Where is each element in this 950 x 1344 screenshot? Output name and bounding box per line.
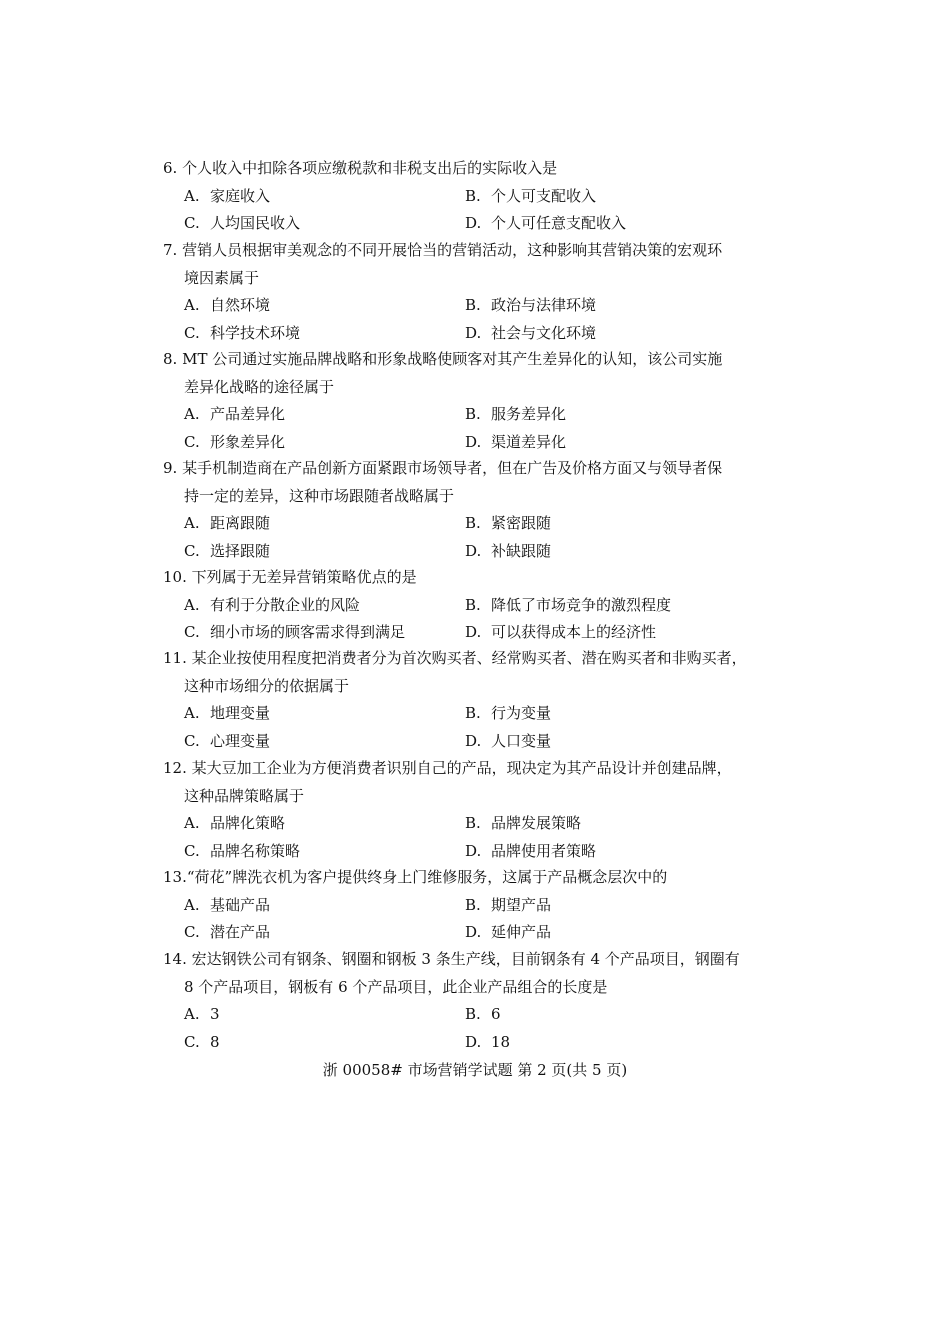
option-d (465, 538, 746, 566)
option-text: 人口变量 (491, 731, 552, 750)
question-number: 8. (163, 350, 178, 368)
option-text: 社会与文化环境 (491, 323, 597, 342)
option-letter: D. (465, 1032, 482, 1051)
option-b (465, 183, 746, 211)
question-stem (163, 755, 753, 783)
option-b (465, 700, 746, 728)
question-number: 6. (163, 159, 178, 177)
stem-line-2: 这种市场细分的依据属于 (184, 676, 350, 695)
option-c (184, 429, 465, 457)
option-a (184, 810, 465, 838)
option-letter: B. (465, 1005, 481, 1023)
option-letter: D. (465, 623, 482, 641)
option-letter: A. (184, 595, 200, 614)
question-number: 14. (163, 950, 187, 968)
question-12 (163, 755, 753, 865)
option-a (184, 1001, 465, 1029)
option-letter: B. (465, 895, 481, 914)
question-stem (163, 645, 753, 673)
option-letter: C. (184, 214, 200, 232)
option-d (465, 429, 746, 457)
question-number: 9. (163, 459, 178, 477)
option-letter: C. (184, 432, 200, 451)
page-footer: 浙 00058# 市场营销学试题 第 2 页(共 5 页) (322, 1061, 628, 1079)
option-text: 地理变量 (210, 704, 271, 722)
option-text: 形象差异化 (210, 432, 286, 451)
option-text: 人均国民收入 (210, 214, 301, 232)
option-letter: A. (184, 186, 200, 205)
stem-line-2: 这种品牌策略属于 (184, 786, 305, 805)
option-text: 品牌名称策略 (210, 841, 301, 860)
option-text: 8 (210, 1032, 220, 1051)
stem-line-2: 差异化战略的途径属于 (184, 377, 335, 396)
option-text: 细小市场的顾客需求得到满足 (210, 623, 406, 641)
question-number: 13. (163, 868, 187, 886)
option-letter: A. (184, 514, 200, 532)
option-letter: A. (184, 704, 200, 722)
option-text: 科学技术环境 (210, 323, 301, 342)
option-d (465, 1029, 746, 1057)
option-text: 选择跟随 (210, 541, 271, 560)
question-11 (163, 645, 753, 755)
option-letter: C. (184, 923, 200, 941)
option-letter: D. (465, 541, 482, 560)
options (184, 1001, 753, 1056)
options (184, 183, 753, 238)
option-b (465, 1001, 746, 1029)
option-text: 期望产品 (491, 895, 552, 914)
option-text: 家庭收入 (210, 186, 271, 205)
option-text: 自然环境 (210, 296, 271, 314)
option-text: 渠道差异化 (491, 432, 567, 451)
option-c (184, 210, 465, 238)
options (184, 700, 753, 755)
question-6 (163, 155, 753, 238)
option-text: 心理变量 (210, 731, 271, 750)
option-b (465, 292, 746, 320)
stem-line: “荷花”牌洗衣机为客户提供终身上门维修服务，这属于产品概念层次中的 (186, 868, 668, 886)
option-text: 3 (210, 1005, 220, 1023)
option-letter: C. (184, 541, 200, 560)
option-letter: C. (184, 323, 200, 342)
option-letter: A. (184, 405, 200, 423)
question-10 (163, 564, 753, 647)
option-d (465, 320, 746, 348)
option-a (184, 183, 465, 211)
option-c (184, 728, 465, 756)
option-a (184, 892, 465, 920)
option-text: 6 (491, 1005, 501, 1023)
stem-line-2: 持一定的差异，这种市场跟随者战略属于 (184, 486, 455, 505)
option-letter: C. (184, 841, 200, 860)
option-letter: D. (465, 923, 482, 941)
option-b (465, 510, 746, 538)
option-text: 延伸产品 (491, 923, 552, 941)
stem-line: 营销人员根据审美观念的不同开展恰当的营销活动，这种影响其营销决策的宏观环 (182, 241, 723, 259)
stem-line: 下列属于无差异营销策略优点的是 (191, 568, 417, 586)
option-letter: D. (465, 841, 482, 860)
stem-line: 个人收入中扣除各项应缴税款和非税支出后的实际收入是 (182, 159, 558, 177)
stem-line: 某企业按使用程度把消费者分为首次购买者、经常购买者、潜在购买者和非购买者， (191, 649, 747, 667)
option-d (465, 838, 746, 866)
options (184, 401, 753, 456)
option-text: 个人可任意支配收入 (491, 214, 627, 232)
option-letter: C. (184, 623, 200, 641)
option-text: 距离跟随 (210, 514, 271, 532)
stem-line: 某大豆加工企业为方便消费者识别自己的产品，现决定为其产品设计并创建品牌， (191, 759, 732, 777)
option-a (184, 592, 465, 620)
option-text: 品牌使用者策略 (491, 841, 597, 860)
option-letter: B. (465, 814, 481, 832)
option-text: 18 (491, 1032, 511, 1051)
stem-line-2: 8 个产品项目，钢板有 6 个产品项目，此企业产品组合的长度是 (184, 977, 608, 996)
question-14 (163, 946, 753, 1056)
option-letter: A. (184, 895, 200, 914)
option-text: 个人可支配收入 (491, 186, 597, 205)
option-c (184, 538, 465, 566)
question-stem (163, 455, 753, 483)
option-b (465, 892, 746, 920)
option-text: 政治与法律环境 (491, 296, 597, 314)
question-stem (163, 237, 753, 265)
option-b (465, 401, 746, 429)
option-text: 有利于分散企业的风险 (210, 595, 361, 614)
option-letter: C. (184, 1032, 200, 1051)
question-13 (163, 864, 753, 947)
option-letter: D. (465, 432, 482, 451)
option-letter: D. (465, 214, 482, 232)
option-c (184, 320, 465, 348)
question-stem (163, 155, 753, 183)
question-stem (163, 564, 753, 592)
option-letter: B. (465, 704, 481, 722)
question-7 (163, 237, 753, 347)
option-c (184, 838, 465, 866)
stem-line: MT 公司通过实施品牌战略和形象战略使顾客对其产生差异化的认知，该公司实施 (182, 350, 723, 368)
option-letter: C. (184, 731, 200, 750)
stem-line-2: 境因素属于 (184, 268, 260, 287)
question-stem (163, 346, 753, 374)
options (184, 292, 753, 347)
option-letter: D. (465, 731, 482, 750)
option-a (184, 401, 465, 429)
question-9 (163, 455, 753, 565)
option-text: 产品差异化 (210, 405, 286, 423)
option-c (184, 1029, 465, 1057)
option-d (465, 728, 746, 756)
option-letter: A. (184, 296, 200, 314)
option-c (184, 919, 465, 947)
options (184, 810, 753, 865)
option-text: 行为变量 (491, 704, 552, 722)
option-text: 可以获得成本上的经济性 (491, 623, 657, 641)
option-d (465, 210, 746, 238)
stem-line: 某手机制造商在产品创新方面紧跟市场领导者，但在广告及价格方面又与领导者保 (182, 459, 723, 477)
option-text: 品牌发展策略 (491, 814, 582, 832)
option-letter: B. (465, 296, 481, 314)
question-stem (163, 864, 753, 892)
question-number: 12. (163, 759, 187, 777)
option-letter: B. (465, 405, 481, 423)
option-text: 降低了市场竞争的激烈程度 (491, 595, 672, 614)
option-b (465, 592, 746, 620)
option-letter: B. (465, 595, 481, 614)
option-letter: A. (184, 814, 200, 832)
option-b (465, 810, 746, 838)
option-d (465, 919, 746, 947)
option-a (184, 510, 465, 538)
option-text: 潜在产品 (210, 923, 271, 941)
question-number: 7. (163, 241, 178, 259)
stem-line: 宏达钢铁公司有钢条、钢圈和钢板 3 条生产线，目前钢条有 4 个产品项目，钢圈有 (191, 950, 740, 968)
options (184, 892, 753, 947)
option-letter: B. (465, 186, 481, 205)
option-text: 基础产品 (210, 895, 271, 914)
options (184, 592, 753, 647)
question-stem (163, 946, 753, 974)
option-letter: D. (465, 323, 482, 342)
question-number: 10. (163, 568, 187, 586)
options (184, 510, 753, 565)
option-a (184, 700, 465, 728)
option-a (184, 292, 465, 320)
option-text: 品牌化策略 (210, 814, 286, 832)
option-letter: A. (184, 1005, 200, 1023)
question-8 (163, 346, 753, 456)
question-number: 11. (163, 649, 187, 667)
option-text: 紧密跟随 (491, 514, 552, 532)
option-c (184, 619, 465, 647)
option-text: 服务差异化 (491, 405, 567, 423)
option-text: 补缺跟随 (491, 541, 552, 560)
option-d (465, 619, 746, 647)
option-letter: B. (465, 514, 481, 532)
